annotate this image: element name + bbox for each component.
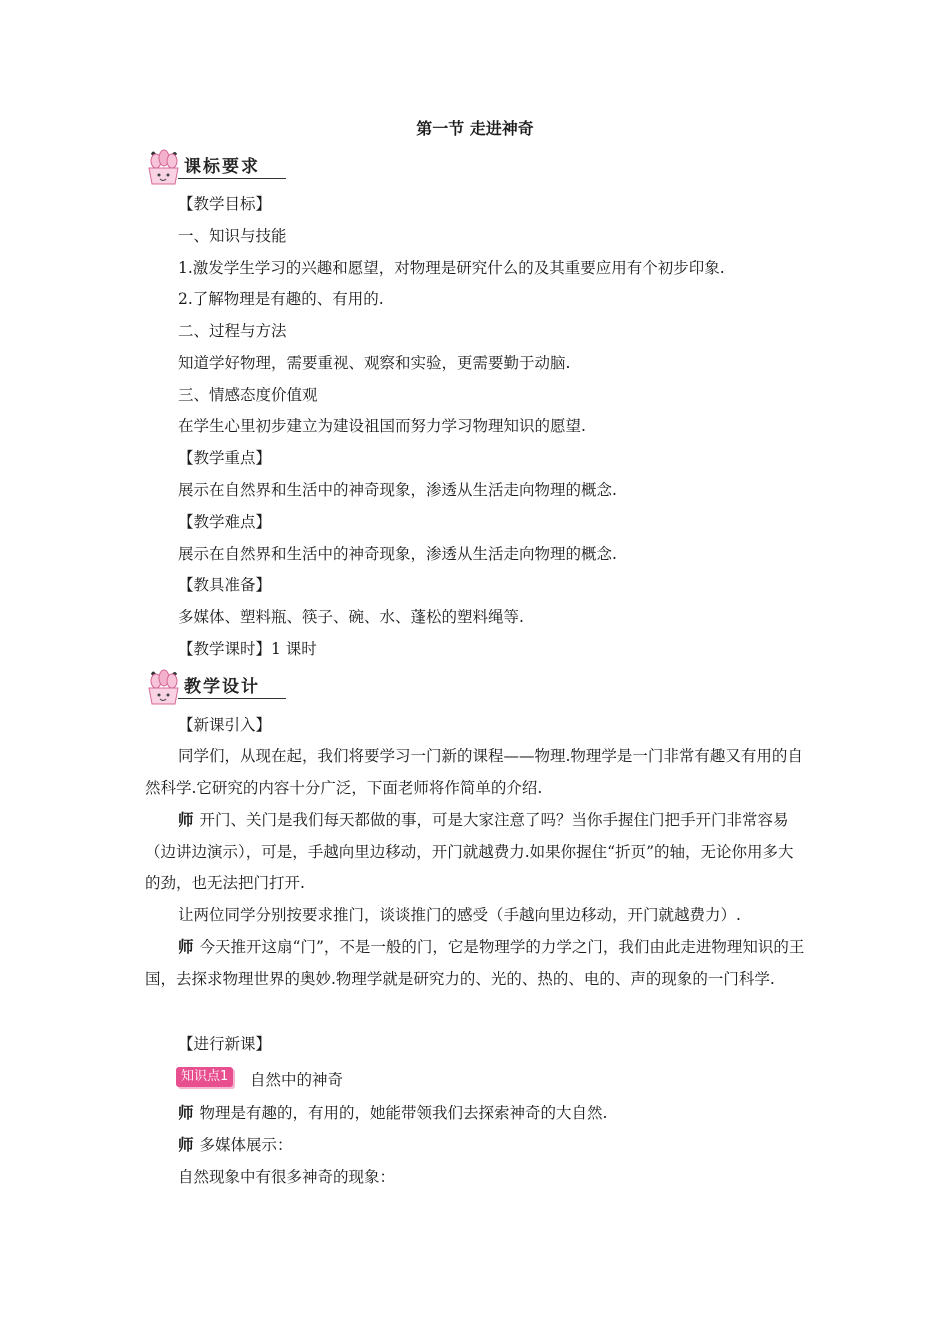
intro-heading: 【新课引入】	[178, 716, 272, 734]
teacher-paragraph-2	[145, 932, 809, 995]
teacher-label: 师	[178, 1136, 194, 1154]
knowledge-point-badge: 知识点1	[176, 1067, 233, 1087]
knowledge-item-1: 1.激发学生学习的兴趣和愿望，对物理是研究什么的及其重要应用有个初步印象.	[178, 259, 725, 277]
section-title: 第一节 走进神奇	[416, 119, 534, 138]
teacher-text: 多媒体展示：	[199, 1136, 293, 1154]
standards-banner	[142, 148, 292, 192]
teacher-text: 开门、关门是我们每天都做的事，可是大家注意了吗？当你手握住门把手开门非常容易（边讲边演示），可是，手越向里边移动，开门就越费力.如果你握住“折页”的轴，无论你用多大的劲，也无法把门打开.	[145, 811, 794, 892]
teacher-text: 今天推开这扇“门”，不是一般的门，它是物理学的力学之门，我们由此走进物理知识的王国，去探求物理世界的奥妙.物理学就是研究力的、光的、热的、电的、声的现象的一门科学.	[145, 938, 805, 988]
teacher-line-3	[178, 1102, 607, 1124]
process-text: 知道学好物理，需要重视、观察和实验，更需要勤于动脑.	[178, 354, 571, 372]
process-heading: 二、过程与方法	[178, 322, 287, 340]
teacher-line-4	[178, 1134, 293, 1156]
teacher-label: 师	[178, 1104, 194, 1122]
hours-line: 【教学课时】1 课时	[178, 640, 317, 658]
banner-label: 课标要求	[184, 157, 260, 177]
focus-text: 展示在自然界和生活中的神奇现象，渗透从生活走向物理的概念.	[178, 481, 617, 499]
banner-underline	[178, 698, 286, 699]
goals-heading: 【教学目标】	[178, 195, 272, 213]
teacher-label: 师	[178, 811, 194, 829]
emotion-heading: 三、情感态度价值观	[178, 386, 318, 404]
teacher-label: 师	[178, 938, 194, 956]
tools-heading: 【教具准备】	[178, 576, 272, 594]
nature-text: 自然现象中有很多神奇的现象：	[178, 1168, 396, 1186]
knowledge-point-title: 自然中的神奇	[250, 1071, 344, 1089]
flower-pot-icon	[142, 668, 186, 708]
push-door-paragraph: 让两位同学分别按要求推门，谈谈推门的感受（手越向里边移动，开门就越费力）.	[178, 906, 741, 924]
intro-paragraph: 同学们，从现在起，我们将要学习一门新的课程——物理.物理学是一门非常有趣又有用的自然科学.它研究的内容十分广泛，下面老师将作简单的介绍.	[145, 747, 803, 797]
tools-text: 多媒体、塑料瓶、筷子、碗、水、蓬松的塑料绳等.	[178, 608, 524, 626]
flower-pot-icon	[142, 148, 186, 188]
knowledge-heading: 一、知识与技能	[178, 227, 287, 245]
emotion-text: 在学生心里初步建立为建设祖国而努力学习物理知识的愿望.	[178, 417, 586, 435]
new-lesson-heading: 【进行新课】	[178, 1035, 272, 1053]
design-banner	[142, 668, 292, 712]
focus-heading: 【教学重点】	[178, 449, 272, 467]
banner-underline	[178, 178, 286, 179]
difficulty-heading: 【教学难点】	[178, 513, 272, 531]
difficulty-text: 展示在自然界和生活中的神奇现象，渗透从生活走向物理的概念.	[178, 545, 617, 563]
teacher-text: 物理是有趣的，有用的，她能带领我们去探索神奇的大自然.	[199, 1104, 608, 1122]
teacher-paragraph-1	[145, 805, 809, 900]
knowledge-item-2: 2.了解物理是有趣的、有用的.	[178, 290, 384, 308]
banner-label: 教学设计	[184, 677, 260, 697]
